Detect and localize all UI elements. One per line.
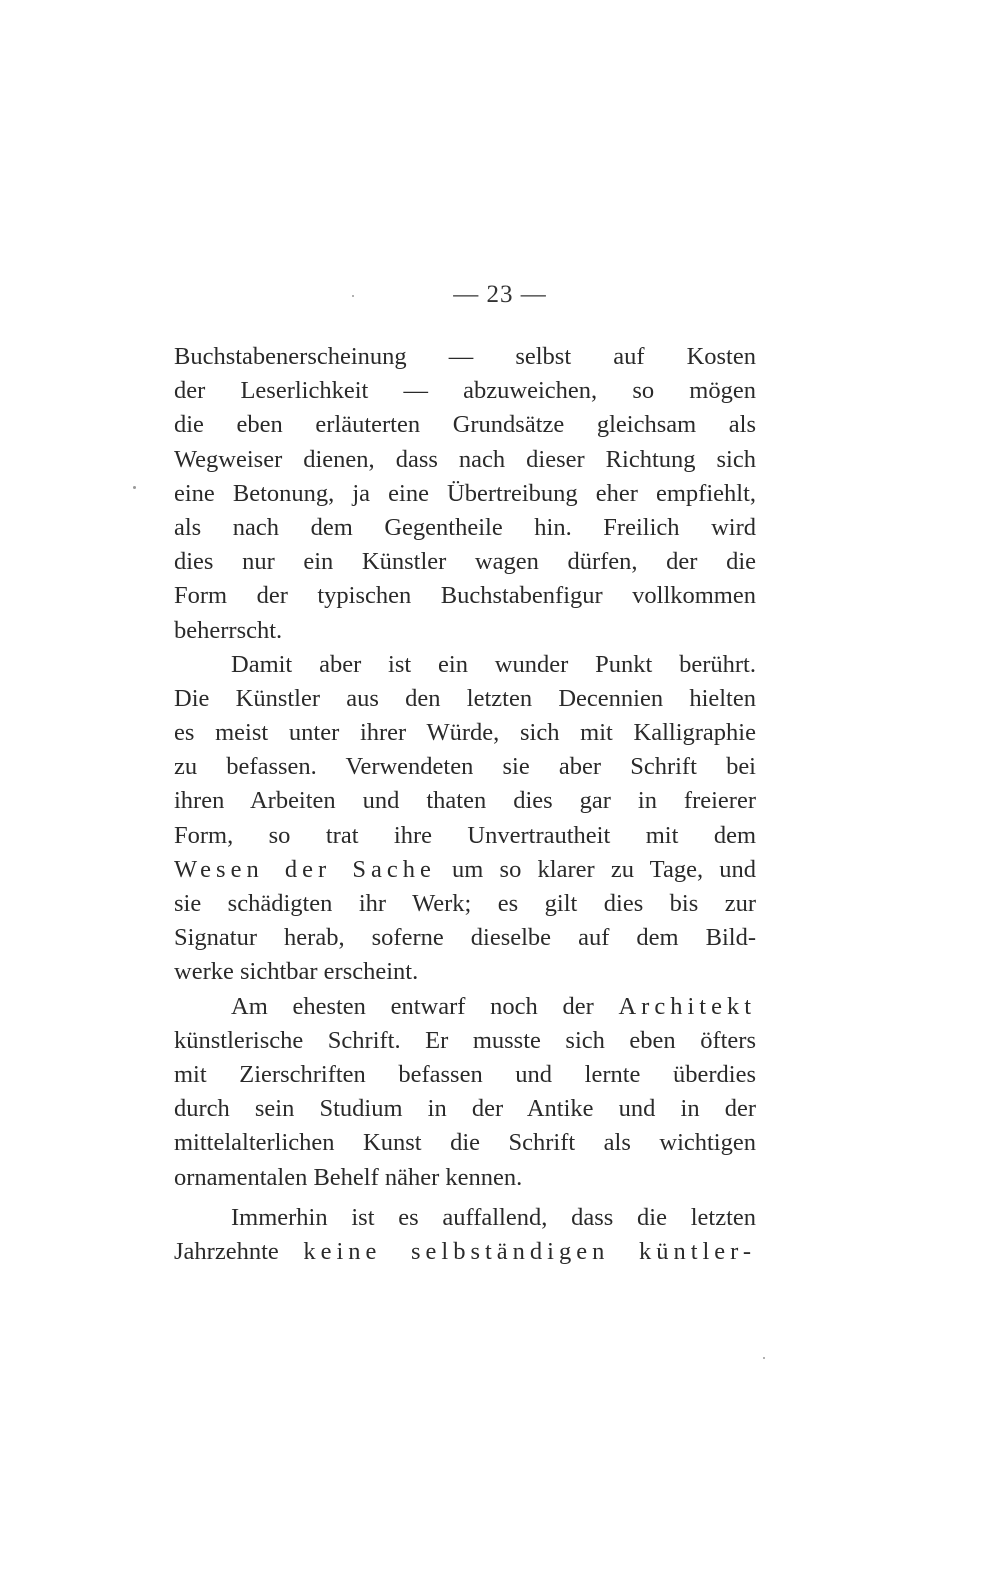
text-line: beherrscht.	[174, 616, 283, 644]
text-line: Immerhin ist es auffallend, dass die letzten	[231, 1203, 756, 1231]
text-line: zu befassen. Verwendeten sie aber Schrift bei	[174, 753, 756, 781]
text-line: als nach dem Gegentheile hin. Freilich wird	[174, 513, 756, 541]
text-line: der Leserlichkeit — abzuweichen, so mögen	[174, 377, 756, 405]
paragraph-1	[174, 340, 756, 648]
text-line: Damit aber ist ein wunder Punkt berührt.	[231, 650, 756, 678]
text-line: mit Zierschriften befassen und lernte überdies	[174, 1060, 756, 1088]
text-line	[174, 853, 756, 887]
text-line: Wegweiser dienen, dass nach dieser Richtung sich	[174, 445, 756, 473]
emphasized-text: keine selbständigen küntler-	[303, 1237, 757, 1265]
text-fragment: um so klarer zu Tage, und	[452, 855, 756, 883]
text-line: Form, so trat ihre Unvertrautheit mit dem	[174, 821, 756, 849]
text-line: es meist unter ihrer Würde, sich mit Kalligraphie	[174, 719, 756, 747]
scan-speck	[133, 486, 136, 489]
paragraph-4	[174, 1201, 756, 1269]
emphasized-text: Architekt	[618, 992, 757, 1020]
text-line: ornamentalen Behelf näher kennen.	[174, 1163, 523, 1191]
text-line: mittelalterlichen Kunst die Schrift als wichtigen	[174, 1129, 756, 1157]
text-line: dies nur ein Künstler wagen dürfen, der die	[174, 548, 756, 576]
text-line: Buchstabenerscheinung — selbst auf Kosten	[174, 343, 756, 370]
text-fragment: Jahrzehnte	[174, 1237, 279, 1265]
text-line: Die Künstler aus den letzten Decennien hielten	[174, 684, 756, 712]
text-line: Signatur herab, soferne dieselbe auf dem Bild-	[174, 924, 756, 952]
text-line: künstlerische Schrift. Er musste sich eben öfters	[174, 1026, 756, 1054]
page-number: — 23 —	[453, 281, 547, 308]
text-fragment: Am ehesten entwarf noch der	[231, 992, 594, 1020]
text-line: werke sichtbar erscheint.	[174, 958, 419, 986]
text-line: durch sein Studium in der Antike und in der	[174, 1095, 756, 1123]
paragraph-2	[174, 648, 756, 990]
body-text	[174, 340, 756, 1269]
text-line: Form der typischen Buchstabenfigur vollkommen	[174, 582, 756, 610]
text-line: ihren Arbeiten und thaten dies gar in freierer	[174, 787, 756, 815]
text-line: eine Betonung, ja eine Übertreibung eher empfiehlt,	[174, 479, 756, 507]
text-line: sie schädigten ihr Werk; es gilt dies bis zur	[174, 890, 756, 917]
text-line	[174, 1235, 756, 1269]
text-line: die eben erläuterten Grundsätze gleichsam als	[174, 411, 756, 439]
scan-speck	[352, 295, 354, 297]
scan-speck	[763, 1357, 765, 1359]
text-line	[174, 990, 756, 1024]
paragraph-3	[174, 990, 756, 1195]
emphasized-text: Wesen der Sache	[174, 855, 436, 883]
